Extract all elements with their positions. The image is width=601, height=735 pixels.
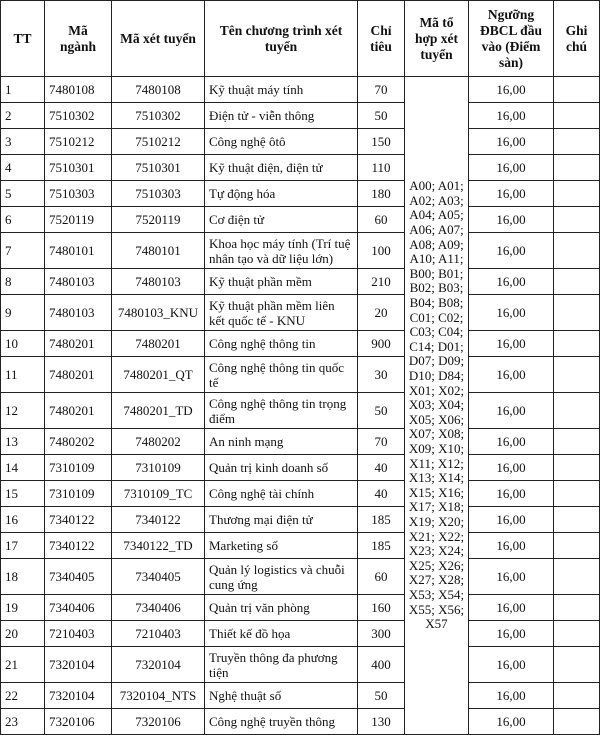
row-chi-tieu: 160 xyxy=(358,595,405,621)
row-tt: 17 xyxy=(1,533,45,559)
row-diem-san: 16,00 xyxy=(469,709,554,735)
row-ten-chuong-trinh: Quản trị kinh doanh số xyxy=(205,455,358,481)
row-tt: 22 xyxy=(1,683,45,709)
row-ghi-chu xyxy=(554,621,600,647)
row-diem-san: 16,00 xyxy=(469,621,554,647)
row-diem-san: 16,00 xyxy=(469,269,554,295)
row-chi-tieu: 60 xyxy=(358,207,405,233)
combo-line: C14; D01; xyxy=(409,338,464,354)
combo-line: B02; B03; xyxy=(409,280,464,296)
row-tt: 11 xyxy=(1,357,45,393)
row-ten-chuong-trinh: Nghệ thuật số xyxy=(205,683,358,709)
table-row xyxy=(1,595,600,621)
row-ma-nganh: 7510303 xyxy=(45,181,112,207)
table-row xyxy=(1,647,600,683)
row-ma-nganh: 7510301 xyxy=(45,155,112,181)
combo-line: D10; D84; xyxy=(408,368,465,384)
combo-line: C03; C04; xyxy=(409,324,464,340)
combo-line: A08; A09; xyxy=(409,236,464,252)
row-tt: 18 xyxy=(1,559,45,595)
table-row xyxy=(1,295,600,331)
row-tt: 14 xyxy=(1,455,45,481)
combo-line: X53; X54; xyxy=(408,586,465,602)
row-tt: 3 xyxy=(1,129,45,155)
combo-line: X21; X22; xyxy=(408,528,465,544)
row-diem-san: 16,00 xyxy=(469,429,554,455)
row-tt: 12 xyxy=(1,393,45,429)
row-ma-xet-tuyen: 7510212 xyxy=(112,129,205,155)
row-ma-xet-tuyen: 7340406 xyxy=(112,595,205,621)
row-ma-xet-tuyen: 7480101 xyxy=(112,233,205,269)
row-ten-chuong-trinh: Công nghệ ôtô xyxy=(205,129,358,155)
row-chi-tieu: 110 xyxy=(358,155,405,181)
table-row xyxy=(1,103,600,129)
row-tt: 8 xyxy=(1,269,45,295)
row-chi-tieu: 40 xyxy=(358,455,405,481)
row-chi-tieu: 30 xyxy=(358,357,405,393)
row-ten-chuong-trinh: Tự động hóa xyxy=(205,181,358,207)
table-body xyxy=(1,77,600,735)
combo-codes-cell xyxy=(405,77,469,735)
row-diem-san: 16,00 xyxy=(469,595,554,621)
row-ten-chuong-trinh: Công nghệ thông tin xyxy=(205,331,358,357)
combo-line: X25; X26; xyxy=(408,557,465,573)
row-ma-nganh: 7210403 xyxy=(45,621,112,647)
row-ma-nganh: 7320106 xyxy=(45,709,112,735)
row-ma-nganh: 7320104 xyxy=(45,683,112,709)
table-row xyxy=(1,155,600,181)
combo-line: A10; A11; xyxy=(409,251,464,267)
row-ma-nganh: 7340406 xyxy=(45,595,112,621)
row-chi-tieu: 130 xyxy=(358,709,405,735)
table-row xyxy=(1,559,600,595)
row-diem-san: 16,00 xyxy=(469,181,554,207)
row-diem-san: 16,00 xyxy=(469,455,554,481)
row-diem-san: 16,00 xyxy=(469,77,554,103)
row-diem-san: 16,00 xyxy=(469,507,554,533)
row-diem-san: 16,00 xyxy=(469,357,554,393)
header-chi-tieu: Chỉ tiêu xyxy=(358,1,405,77)
table-row xyxy=(1,181,600,207)
header-tt: TT xyxy=(1,1,45,77)
row-ma-nganh: 7510212 xyxy=(45,129,112,155)
row-chi-tieu: 50 xyxy=(358,393,405,429)
row-ghi-chu xyxy=(554,103,600,129)
row-chi-tieu: 150 xyxy=(358,129,405,155)
row-diem-san: 16,00 xyxy=(469,233,554,269)
row-ma-nganh: 7480201 xyxy=(45,357,112,393)
row-ma-xet-tuyen: 7510301 xyxy=(112,155,205,181)
table-row xyxy=(1,481,600,507)
row-ma-xet-tuyen: 7340122 xyxy=(112,507,205,533)
combo-line: X13; X14; xyxy=(408,470,465,486)
row-tt: 10 xyxy=(1,331,45,357)
row-diem-san: 16,00 xyxy=(469,683,554,709)
row-ghi-chu xyxy=(554,155,600,181)
combo-line: X19; X20; xyxy=(408,513,465,529)
row-ma-nganh: 7520119 xyxy=(45,207,112,233)
row-chi-tieu: 900 xyxy=(358,331,405,357)
row-ghi-chu xyxy=(554,331,600,357)
row-ghi-chu xyxy=(554,533,600,559)
table-row xyxy=(1,207,600,233)
row-ghi-chu xyxy=(554,481,600,507)
combo-line: B04; B08; xyxy=(409,295,464,311)
row-ghi-chu xyxy=(554,507,600,533)
row-ten-chuong-trinh: Điện tử - viễn thông xyxy=(205,103,358,129)
row-ghi-chu xyxy=(554,181,600,207)
row-ma-nganh: 7480201 xyxy=(45,331,112,357)
row-diem-san: 16,00 xyxy=(469,103,554,129)
row-ma-nganh: 7510302 xyxy=(45,103,112,129)
row-diem-san: 16,00 xyxy=(469,533,554,559)
combo-line: B00; B01; xyxy=(409,265,464,281)
combo-line: A04; A05; xyxy=(409,207,464,223)
combo-line: C01; C02; xyxy=(409,309,464,325)
row-ghi-chu xyxy=(554,595,600,621)
row-ma-xet-tuyen: 7480103_KNU xyxy=(112,295,205,331)
row-chi-tieu: 50 xyxy=(358,103,405,129)
combo-line: X01; X02; xyxy=(408,382,465,398)
row-ghi-chu xyxy=(554,647,600,683)
combo-line: X07; X08; xyxy=(408,426,465,442)
row-tt: 5 xyxy=(1,181,45,207)
header-ten-chuong-trinh: Tên chương trình xét tuyển xyxy=(205,1,358,77)
table-row xyxy=(1,429,600,455)
row-diem-san: 16,00 xyxy=(469,647,554,683)
row-ma-xet-tuyen: 7480201_TD xyxy=(112,393,205,429)
row-tt: 1 xyxy=(1,77,45,103)
table-row xyxy=(1,129,600,155)
row-ten-chuong-trinh: Kỹ thuật điện, điện tử xyxy=(205,155,358,181)
row-diem-san: 16,00 xyxy=(469,155,554,181)
row-diem-san: 16,00 xyxy=(469,393,554,429)
row-ma-nganh: 7480103 xyxy=(45,269,112,295)
row-ten-chuong-trinh: Công nghệ tài chính xyxy=(205,481,358,507)
row-diem-san: 16,00 xyxy=(469,129,554,155)
combo-line: X09; X10; xyxy=(408,440,465,456)
row-ten-chuong-trinh: Thiết kế đồ họa xyxy=(205,621,358,647)
row-ghi-chu xyxy=(554,129,600,155)
combo-line: D07; D09; xyxy=(408,353,465,369)
row-ma-nganh: 7340405 xyxy=(45,559,112,595)
combo-line: X15; X16; xyxy=(408,484,465,500)
row-chi-tieu: 210 xyxy=(358,269,405,295)
table-row xyxy=(1,77,600,103)
combo-line: A00; A01; xyxy=(409,178,464,194)
row-ma-nganh: 7480201 xyxy=(45,393,112,429)
combo-line: X17; X18; xyxy=(408,499,465,515)
row-ghi-chu xyxy=(554,455,600,481)
row-ma-xet-tuyen: 7320106 xyxy=(112,709,205,735)
row-tt: 15 xyxy=(1,481,45,507)
row-ma-nganh: 7340122 xyxy=(45,507,112,533)
header-ma-xet-tuyen: Mã xét tuyển xyxy=(112,1,205,77)
header-ma-nganh: Mã ngành xyxy=(45,1,112,77)
row-ten-chuong-trinh: Marketing số xyxy=(205,533,358,559)
table-row xyxy=(1,533,600,559)
combo-line: X55; X56; xyxy=(408,601,465,617)
row-ghi-chu xyxy=(554,295,600,331)
table-row xyxy=(1,357,600,393)
table-row xyxy=(1,455,600,481)
row-chi-tieu: 180 xyxy=(358,181,405,207)
combo-line: X23; X24; xyxy=(408,543,465,559)
row-chi-tieu: 300 xyxy=(358,621,405,647)
row-ghi-chu xyxy=(554,683,600,709)
row-ma-xet-tuyen: 7480202 xyxy=(112,429,205,455)
row-tt: 9 xyxy=(1,295,45,331)
row-tt: 23 xyxy=(1,709,45,735)
row-ma-xet-tuyen: 7480108 xyxy=(112,77,205,103)
table-row xyxy=(1,331,600,357)
row-ten-chuong-trinh: Công nghệ thông tin trọng điểm xyxy=(205,393,358,429)
row-ten-chuong-trinh: Thương mại điện tử xyxy=(205,507,358,533)
row-tt: 7 xyxy=(1,233,45,269)
row-chi-tieu: 50 xyxy=(358,683,405,709)
row-ghi-chu xyxy=(554,77,600,103)
row-chi-tieu: 185 xyxy=(358,507,405,533)
row-ma-xet-tuyen: 7320104_NTS xyxy=(112,683,205,709)
row-diem-san: 16,00 xyxy=(469,207,554,233)
row-ghi-chu xyxy=(554,559,600,595)
combo-line: X27; X28; xyxy=(408,572,465,588)
row-ma-xet-tuyen: 7340122_TD xyxy=(112,533,205,559)
header-ma-to-hop: Mã tổ hợp xét tuyển xyxy=(405,1,469,77)
row-ma-nganh: 7480202 xyxy=(45,429,112,455)
combo-line: A06; A07; xyxy=(409,222,464,238)
table-row xyxy=(1,233,600,269)
row-ma-nganh: 7340122 xyxy=(45,533,112,559)
row-ghi-chu xyxy=(554,207,600,233)
row-ghi-chu xyxy=(554,709,600,735)
row-ten-chuong-trinh: Truyền thông đa phương tiện xyxy=(205,647,358,683)
row-ma-xet-tuyen: 7320104 xyxy=(112,647,205,683)
row-tt: 4 xyxy=(1,155,45,181)
row-tt: 19 xyxy=(1,595,45,621)
row-chi-tieu: 40 xyxy=(358,481,405,507)
row-ma-nganh: 7480108 xyxy=(45,77,112,103)
row-chi-tieu: 70 xyxy=(358,429,405,455)
row-ma-nganh: 7480101 xyxy=(45,233,112,269)
row-ma-xet-tuyen: 7310109 xyxy=(112,455,205,481)
row-diem-san: 16,00 xyxy=(469,559,554,595)
row-diem-san: 16,00 xyxy=(469,481,554,507)
row-ten-chuong-trinh: Cơ điện tử xyxy=(205,207,358,233)
row-ma-xet-tuyen: 7340405 xyxy=(112,559,205,595)
row-ten-chuong-trinh: Khoa học máy tính (Trí tuệ nhân tạo và dữ liệu lớn) xyxy=(205,233,358,269)
table-row xyxy=(1,683,600,709)
row-ten-chuong-trinh: An ninh mạng xyxy=(205,429,358,455)
row-chi-tieu: 185 xyxy=(358,533,405,559)
row-ten-chuong-trinh: Quản lý logistics và chuỗi cung ứng xyxy=(205,559,358,595)
row-ghi-chu xyxy=(554,357,600,393)
row-ten-chuong-trinh: Kỹ thuật phần mềm xyxy=(205,269,358,295)
row-diem-san: 16,00 xyxy=(469,331,554,357)
row-chi-tieu: 60 xyxy=(358,559,405,595)
row-diem-san: 16,00 xyxy=(469,295,554,331)
row-tt: 13 xyxy=(1,429,45,455)
row-ma-xet-tuyen: 7510303 xyxy=(112,181,205,207)
row-ma-xet-tuyen: 7480201 xyxy=(112,331,205,357)
row-ten-chuong-trinh: Công nghệ thông tin quốc tế xyxy=(205,357,358,393)
row-ten-chuong-trinh: Kỹ thuật phần mềm liên kết quốc tế - KNU xyxy=(205,295,358,331)
row-chi-tieu: 100 xyxy=(358,233,405,269)
row-chi-tieu: 400 xyxy=(358,647,405,683)
row-tt: 6 xyxy=(1,207,45,233)
combo-line: X05; X06; xyxy=(408,411,465,427)
row-ma-xet-tuyen: 7310109_TC xyxy=(112,481,205,507)
row-tt: 2 xyxy=(1,103,45,129)
row-ma-xet-tuyen: 7480103 xyxy=(112,269,205,295)
combo-line: X11; X12; xyxy=(409,455,464,471)
table-row xyxy=(1,393,600,429)
row-ma-nganh: 7480103 xyxy=(45,295,112,331)
row-ghi-chu xyxy=(554,233,600,269)
row-ten-chuong-trinh: Công nghệ truyền thông xyxy=(205,709,358,735)
row-ten-chuong-trinh: Quản trị văn phòng xyxy=(205,595,358,621)
row-ma-nganh: 7320104 xyxy=(45,647,112,683)
row-tt: 16 xyxy=(1,507,45,533)
table-row xyxy=(1,507,600,533)
row-ten-chuong-trinh: Kỹ thuật máy tính xyxy=(205,77,358,103)
table-row xyxy=(1,269,600,295)
row-ma-nganh: 7310109 xyxy=(45,455,112,481)
row-ma-nganh: 7310109 xyxy=(45,481,112,507)
header-row xyxy=(1,1,600,77)
row-ghi-chu xyxy=(554,269,600,295)
row-tt: 20 xyxy=(1,621,45,647)
header-ghi-chu: Ghi chú xyxy=(554,1,600,77)
row-ma-xet-tuyen: 7480201_QT xyxy=(112,357,205,393)
row-tt: 21 xyxy=(1,647,45,683)
combo-line: X03; X04; xyxy=(408,397,465,413)
row-ghi-chu xyxy=(554,393,600,429)
row-ma-xet-tuyen: 7520119 xyxy=(112,207,205,233)
row-ma-xet-tuyen: 7510302 xyxy=(112,103,205,129)
combo-line: A02; A03; xyxy=(409,192,464,208)
row-ghi-chu xyxy=(554,429,600,455)
row-chi-tieu: 70 xyxy=(358,77,405,103)
row-ma-xet-tuyen: 7210403 xyxy=(112,621,205,647)
combo-line: X57 xyxy=(425,616,448,632)
table-row xyxy=(1,621,600,647)
header-nguong: Ngưỡng ĐBCL đầu vào (Điểm sàn) xyxy=(469,1,554,77)
table-row xyxy=(1,709,600,735)
row-chi-tieu: 20 xyxy=(358,295,405,331)
